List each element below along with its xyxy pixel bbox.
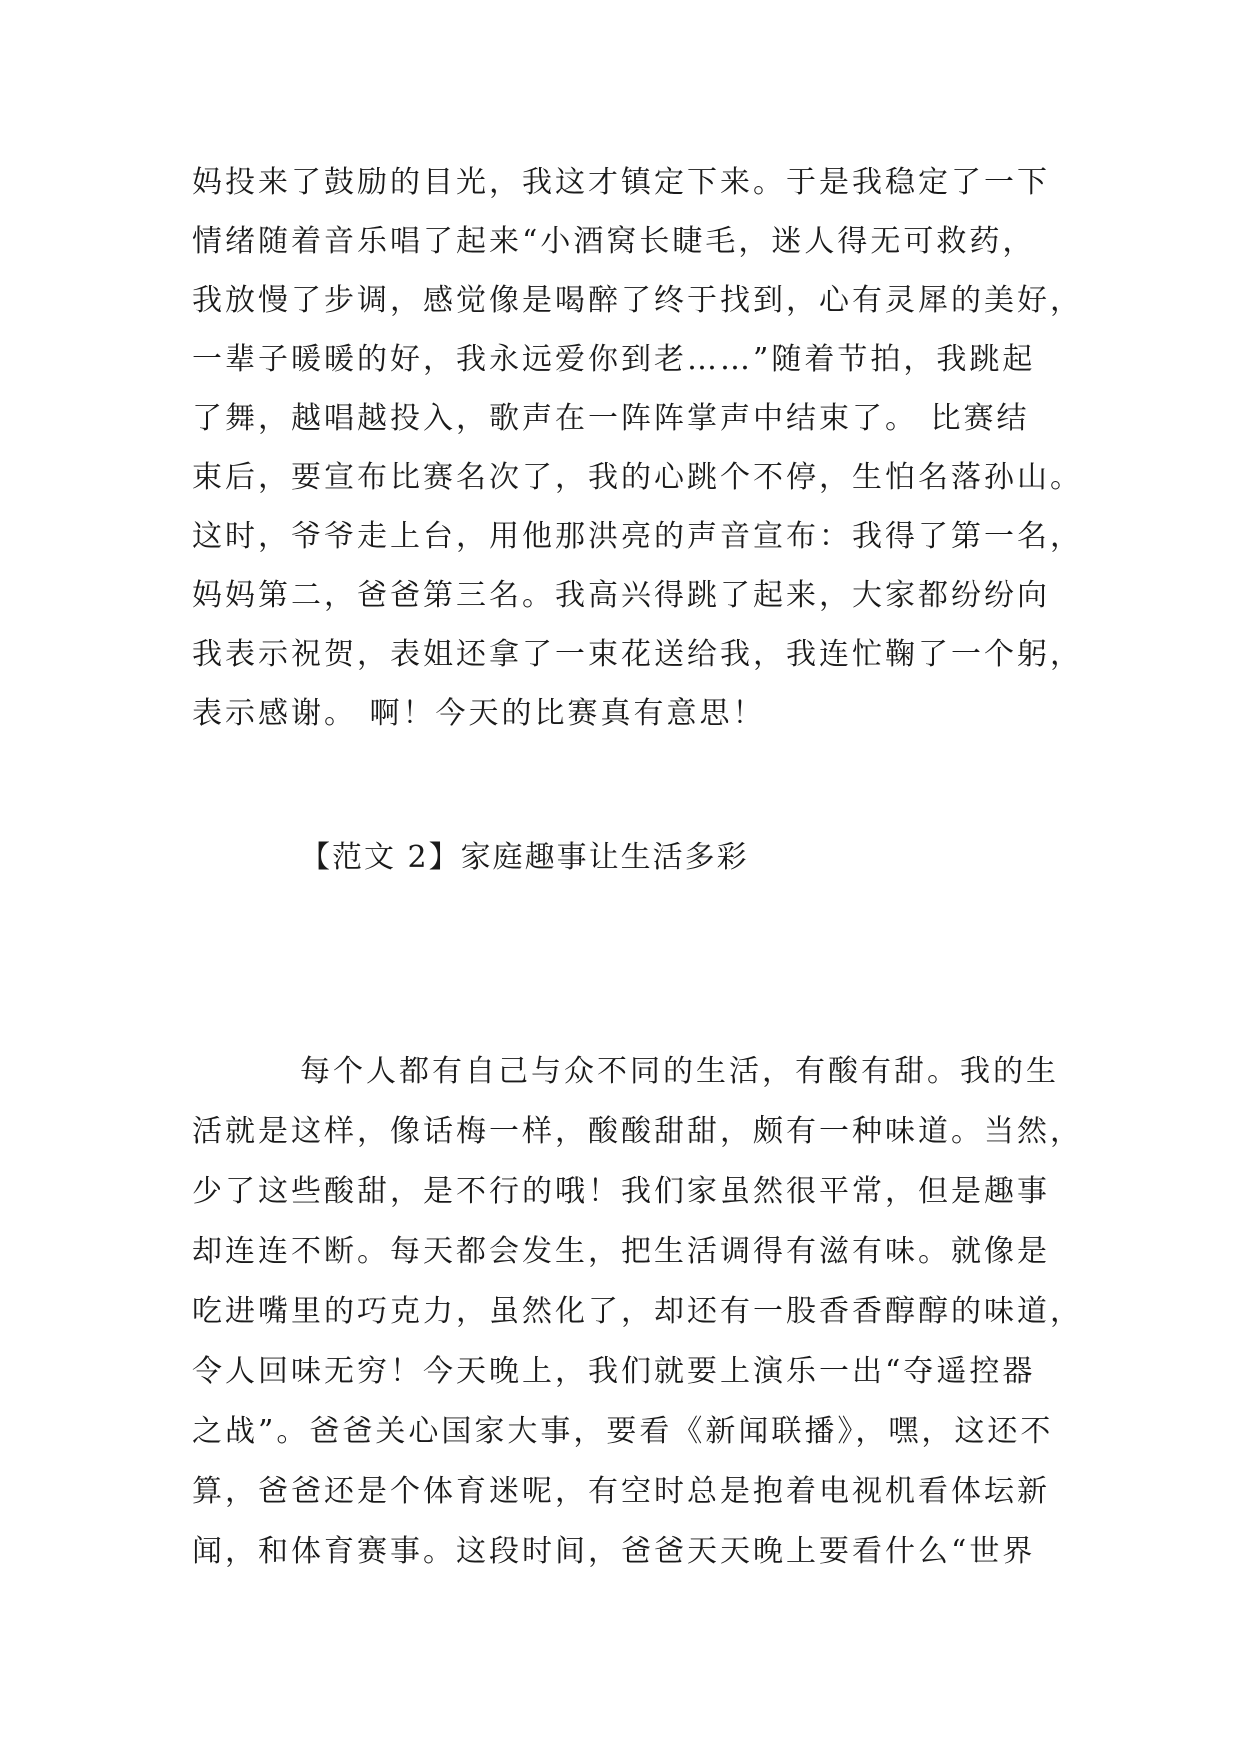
text-line: 算，爸爸还是个体育迷呢，有空时总是抱着电视机看体坛新: [192, 1474, 1050, 1509]
text-line: 妈投来了鼓励的目光，我这才镇定下来。于是我稳定了一下: [192, 165, 1050, 200]
text-line: 每个人都有自己与众不同的生活，有酸有甜。我的生: [300, 1054, 1059, 1089]
text-line: 妈妈第二，爸爸第三名。我高兴得跳了起来，大家都纷纷向: [192, 578, 1050, 613]
text-line: 一辈子暖暖的好，我永远爱你到老……”随着节拍，我跳起: [192, 342, 1036, 377]
text-line: 我表示祝贺，表姐还拿了一束花送给我，我连忙鞠了一个躬，: [192, 637, 1083, 672]
text-line: 活就是这样，像话梅一样，酸酸甜甜，颇有一种味道。当然，: [192, 1114, 1083, 1149]
text-line: 闻，和体育赛事。这段时间，爸爸天天晚上要看什么“世界: [192, 1534, 1036, 1569]
text-line: 束后，要宣布比赛名次了，我的心跳个不停，生怕名落孙山。: [192, 460, 1083, 495]
text-line: 情绪随着音乐唱了起来“小酒窝长睫毛，迷人得无可救药，: [192, 224, 1036, 259]
text-line: 我放慢了步调，感觉像是喝醉了终于找到，心有灵犀的美好，: [192, 283, 1083, 318]
text-line: 了舞，越唱越投入，歌声在一阵阵掌声中结束了。 比赛结: [192, 401, 1030, 436]
text-line: 令人回味无穷！今天晚上，我们就要上演乐一出“夺遥控器: [192, 1354, 1036, 1389]
text-line: 吃进嘴里的巧克力，虽然化了，却还有一股香香醇醇的味道，: [192, 1294, 1083, 1329]
text-line: 这时，爷爷走上台，用他那洪亮的声音宣布：我得了第一名，: [192, 519, 1083, 554]
text-line: 却连连不断。每天都会发生，把生活调得有滋有味。就像是: [192, 1234, 1050, 1269]
text-line: 表示感谢。 啊！今天的比赛真有意思！: [192, 696, 766, 731]
text-line: 少了这些酸甜，是不行的哦！我们家虽然很平常，但是趣事: [192, 1174, 1050, 1209]
section-heading: 【范文 2】家庭趣事让生活多彩: [300, 840, 749, 875]
text-line: 之战”。爸爸关心国家大事，要看《新闻联播》，嘿，这还不: [192, 1414, 1054, 1449]
